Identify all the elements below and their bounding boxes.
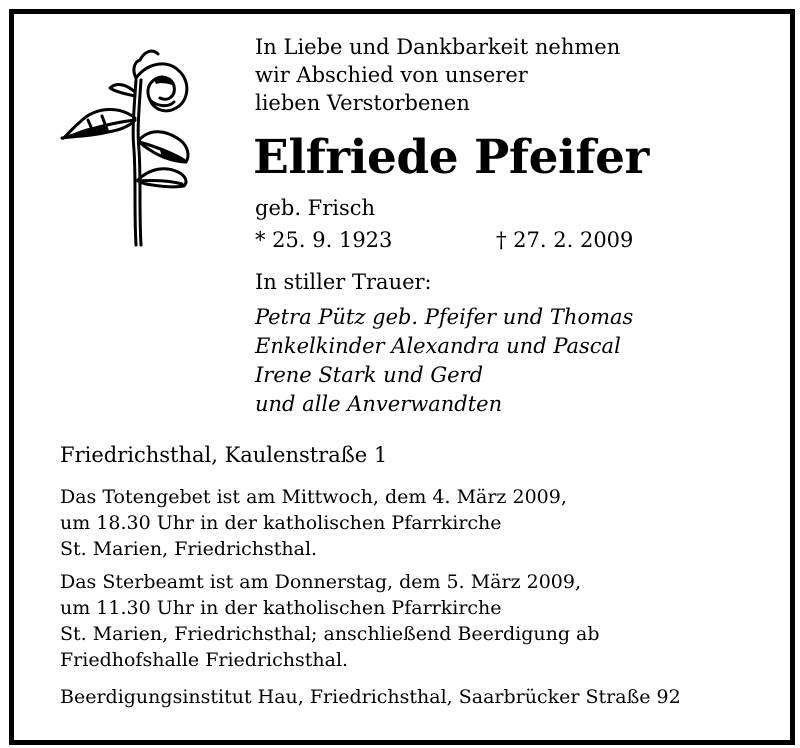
- requiem-line: Friedhofshalle Friedrichsthal.: [60, 649, 349, 671]
- intro-line: lieben Verstorbenen: [255, 91, 470, 115]
- mourner-line: Enkelkinder Alexandra und Pascal: [255, 334, 621, 358]
- grief-heading: In stiller Trauer:: [255, 270, 432, 294]
- requiem-notice: [60, 569, 600, 673]
- requiem-line: um 11.30 Uhr in der katholischen Pfarrkirche: [60, 597, 502, 619]
- mourner-line: Petra Pütz geb. Pfeifer und Thomas: [255, 305, 634, 329]
- birth-date: * 25. 9. 1923: [255, 228, 393, 252]
- intro-line: In Liebe und Dankbarkeit nehmen: [255, 35, 621, 59]
- family-address: Friedrichsthal, Kaulenstraße 1: [60, 443, 388, 467]
- mourner-line: und alle Anverwandten: [255, 392, 503, 416]
- intro-line: wir Abschied von unserer: [255, 63, 528, 87]
- mourner-line: Irene Stark und Gerd: [255, 363, 484, 387]
- mourners-list: [255, 303, 633, 419]
- prayer-line: St. Marien, Friedrichsthal.: [60, 538, 318, 560]
- prayer-line: um 18.30 Uhr in der katholischen Pfarrkirche: [60, 512, 502, 534]
- death-date: † 27. 2. 2009: [496, 228, 634, 252]
- requiem-line: Das Sterbeamt ist am Donnerstag, dem 5. März 2009,: [60, 571, 582, 593]
- prayer-line: Das Totengebet ist am Mittwoch, dem 4. März 2009,: [60, 486, 567, 508]
- requiem-line: St. Marien, Friedrichsthal; anschließend Beerdigung ab: [60, 623, 600, 645]
- prayer-notice: [60, 484, 567, 562]
- rose-icon: [58, 40, 198, 250]
- intro-text: [255, 33, 620, 117]
- funeral-home: Beerdigungsinstitut Hau, Friedrichsthal, Saarbrücker Straße 92: [60, 686, 681, 708]
- deceased-name: Elfriede Pfeifer: [253, 130, 649, 185]
- maiden-name: geb. Frisch: [255, 196, 376, 220]
